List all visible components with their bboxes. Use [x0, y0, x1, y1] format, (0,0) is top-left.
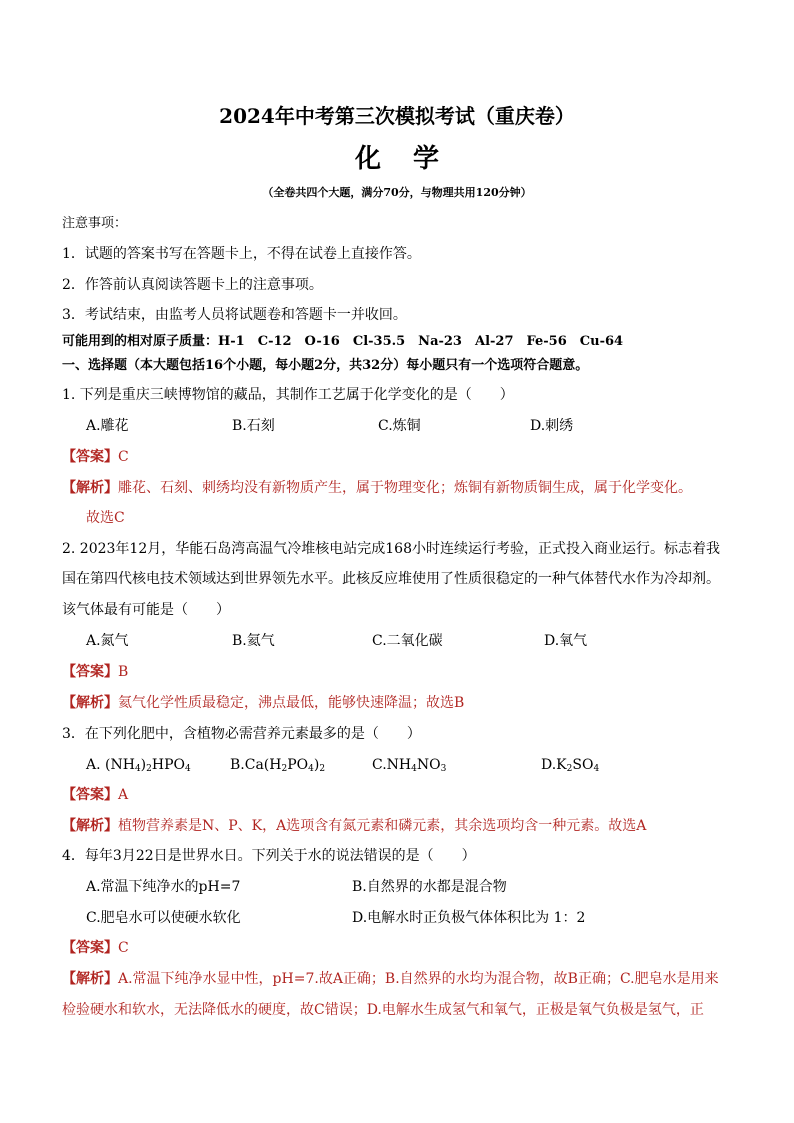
q2-option-a: A.氮气 — [86, 633, 129, 649]
subject-title: 化学 — [354, 144, 471, 174]
q1-option-d: D.刺绣 — [530, 418, 574, 434]
q1-analysis-tail: 故选C — [86, 510, 125, 526]
q1-option-c: C.炼铜 — [378, 418, 421, 434]
q4-option-d: D.电解水时正负极气体体积比为 1：2 — [352, 910, 586, 926]
exam-title: 2024年中考第三次模拟考试（重庆卷） — [219, 104, 575, 128]
q1-analysis: 【解析】雕花、石刻、刺绣均没有新物质产生，属于物理变化；炼铜有新物质铜生成，属于化学变化。 — [62, 480, 692, 496]
q2-option-d: D.氧气 — [544, 633, 588, 649]
atomic-mass-line: 可能用到的相对原子质量：H-1 C-12 O-16 Cl-35.5 Na-23 Al-27 Fe-56 Cu-64 — [62, 334, 624, 349]
q1-stem: 1. 下列是重庆三峡博物馆的藏品，其制作工艺属于化学变化的是（ ） — [62, 387, 514, 403]
q3-option-d: $D.K_2SO_4$ — [541, 757, 600, 774]
notice-item-2: 2．作答前认真阅读答题卡上的注意事项。 — [62, 277, 323, 293]
q4-analysis-line-1: 【解析】A.常温下纯净水显中性，pH=7.故A正确；B.自然界的水均为混合物，故B正确；C.肥皂水是用来 — [62, 971, 719, 987]
q3-analysis: 【解析】植物营养素是N、P、K，A选项含有氮元素和磷元素，其余选项均含一种元素。故选A — [62, 818, 647, 834]
q4-answer: 【答案】C — [62, 940, 129, 956]
exam-note: （全卷共四个大题，满分70分，与物理共用120分钟） — [262, 186, 532, 199]
notice-item-1: 1．试题的答案书写在答题卡上，不得在试卷上直接作答。 — [62, 246, 421, 262]
q3-option-b: $B.Ca(H_2PO_4)_2$ — [230, 757, 326, 774]
q3-option-a: A. $(NH_4)_2HPO_4$ — [86, 757, 191, 774]
q4-option-a: A.常温下纯净水的pH=7 — [86, 879, 241, 895]
q3-stem: 3．在下列化肥中，含植物必需营养元素最多的是（ ） — [62, 726, 421, 742]
q4-option-b: B.自然界的水都是混合物 — [352, 879, 507, 895]
section-heading: 一、选择题（本大题包括16个小题，每小题2分，共32分）每小题只有一个选项符合题意。 — [62, 358, 589, 373]
q1-option-a: A.雕花 — [86, 418, 129, 434]
q4-stem: 4．每年3月22日是世界水日。下列关于水的说法错误的是（ ） — [62, 848, 476, 864]
q2-analysis: 【解析】氦气化学性质最稳定，沸点最低，能够快速降温；故选B — [62, 695, 465, 711]
q1-option-b: B.石刻 — [232, 418, 275, 434]
q4-option-c: C.肥皂水可以使硬水软化 — [86, 910, 241, 926]
q2-stem-line-2: 国在第四代核电技术领域达到世界领先水平。此核反应堆使用了性质很稳定的一种气体替代水作为冷却剂。 — [62, 571, 720, 587]
notice-item-3: 3．考试结束，由监考人员将试题卷和答题卡一并收回。 — [62, 307, 407, 323]
q4-analysis-line-2: 检验硬水和软水，无法降低水的硬度，故C错误；D.电解水生成氢气和氧气，正极是氧气负极是氢气，正 — [62, 1002, 704, 1018]
q3-answer: 【答案】A — [62, 787, 129, 803]
q2-answer: 【答案】B — [62, 664, 129, 680]
q1-answer: 【答案】C — [62, 449, 129, 465]
q2-stem-line-3: 该气体最有可能是（ ） — [62, 602, 230, 618]
q2-stem-line-1: 2. 2023年12月，华能石岛湾高温气冷堆核电站完成168小时连续运行考验，正式投入商业运行。标志着我 — [62, 541, 720, 557]
q3-option-c: $C.NH_4NO_3$ — [372, 757, 447, 774]
q2-option-b: B.氦气 — [232, 633, 275, 649]
q2-option-c: C.二氧化碳 — [372, 633, 443, 649]
notice-heading: 注意事项： — [62, 216, 128, 231]
